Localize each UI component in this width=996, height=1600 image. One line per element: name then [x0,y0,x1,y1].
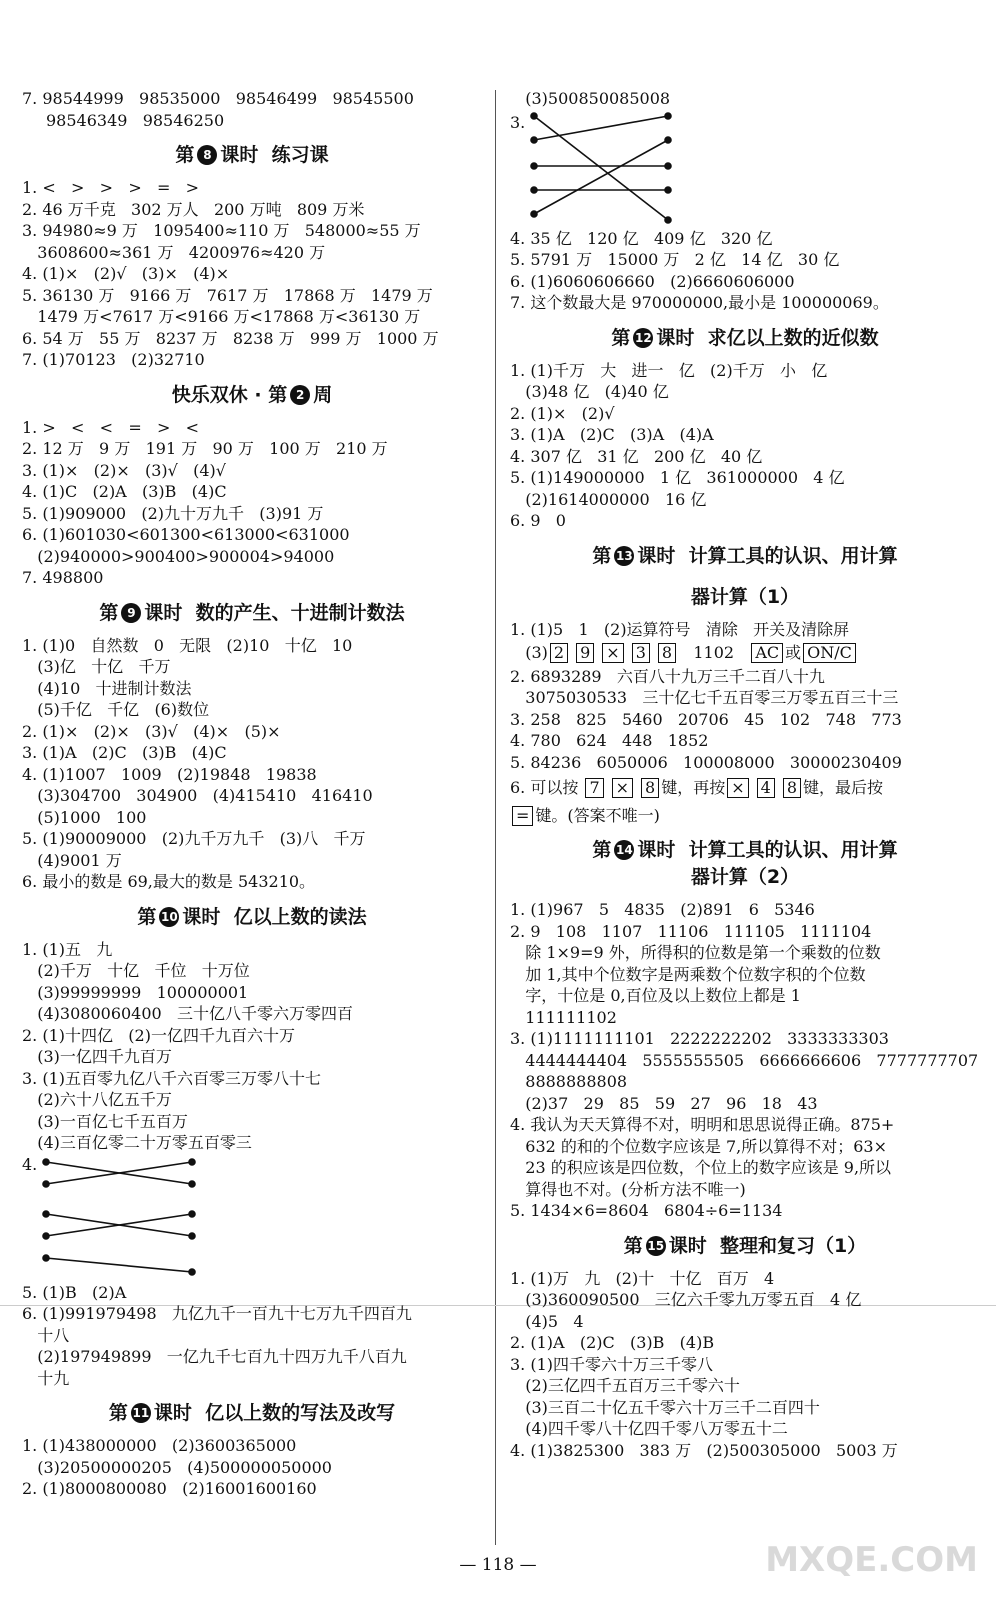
section-title-lesson-13 [510,541,980,568]
answer-line: 2. (1)× (2)√ [510,403,615,423]
answer-line: 5. (1)90009000 (2)九千万九千 (3)八 千万 [22,829,366,848]
page-number: — 118 — [459,1555,537,1575]
answer-line: 4. 307 亿 31 亿 200 亿 40 亿 [510,446,763,466]
answer-line: (3)99999999 100000001 [22,982,249,1002]
answer-line: 2. (1)8000800080 (2)16001600160 [22,1479,317,1498]
answer-block [510,360,980,532]
question-number: 3. [510,112,526,132]
answer-line: 7. 这个数最大是 970000000,最小是 100000069。 [510,293,889,312]
answer-line: 4. (1)C (2)A (3)B (4)C [22,482,227,501]
answer-line: 6. 9 0 [510,511,566,530]
section-title-lesson-13-line2: 器计算（1） [690,585,800,608]
answer-block [510,1268,980,1462]
answer-line: 7. 498800 [22,568,104,587]
calculator-key: × [612,778,633,798]
answer-line: (3)500850085008 [510,89,671,108]
answer-line: 111111102 [510,1007,617,1027]
answer-line: 5. (1)B (2)A [22,1282,127,1302]
answer-line: 3075030533 三十亿七千五百零三万零五百三十三 [510,688,899,707]
title-prefix: 第 [137,905,157,928]
text: (3) [510,643,548,662]
answer-line: 2. 9 108 1107 11106 111105 1111104 [510,921,872,941]
answer-line: (4)四千零八十亿四千零八万零五十二 [510,1419,788,1438]
column-divider [495,90,496,1545]
title-prefix: 第 [99,601,119,624]
answer-line: (2)1614000000 16 亿 [510,489,707,509]
answer-line: (3)48 亿 (4)40 亿 [510,382,669,401]
title-prefix: 第 [175,144,195,166]
answer-line: (4)10 十进制计数法 [22,678,192,698]
title-text: 课时 数的产生、十进制计数法 [144,601,405,624]
answer-line: 4444444404 5555555505 6666666606 7777777707 [510,1050,979,1070]
answer-line: 7. (1)70123 (2)32710 [22,350,205,369]
answer-line: 7. 98544999 98535000 98546499 98545500 [22,89,414,108]
answer-line: 4. (1)3825300 383 万 (2)500305000 5003 万 [510,1440,898,1460]
answer-line: 4. 780 624 448 1852 [510,731,709,750]
title-prefix: 第 [623,1234,643,1257]
matching-lines-svg [528,110,708,228]
title-text: 课时 整理和复习（1） [668,1234,867,1257]
answer-line: (4)5 4 [510,1311,584,1331]
answer-line: 加 1,其中个位数字是两乘数个位数字积的个位数 [510,964,866,984]
title-prefix: 第 [592,839,612,861]
answer-line: (2)197949899 一亿九千七百九十四万九千八百九 [22,1347,407,1366]
answer-block [22,1435,482,1500]
answer-block [22,939,482,1154]
answer-line: (4)三百亿零二十万零五百零三 [22,1133,252,1152]
answer-line: 1. > < < = > < [22,417,200,437]
title-text: 课时 求亿以上数的近似数 [656,326,879,349]
answer-line: (3)一百亿七千五百万 [22,1111,188,1131]
calculator-key: 4 [757,778,775,798]
answer-line: 5. 36130 万 9166 万 7617 万 17868 万 1479 万 [22,285,433,305]
answer-line: (3)亿 十亿 千万 [22,657,171,676]
answer-line: (2)千万 十亿 千位 十万位 [22,961,250,980]
answer-line: 3. (1)× (2)× (3)√ (4)√ [22,460,226,480]
answer-line: 6. 最小的数是 69,最大的数是 543210。 [22,872,316,891]
lesson-number-badge: 14 [614,840,634,860]
text: 键，最后按 [803,778,884,797]
right-column [510,88,980,1461]
lesson-number-badge: 15 [646,1236,666,1256]
equals-key: = [512,806,533,826]
text: 键，再按 [661,778,726,797]
on-c-key: ON/C [803,643,856,663]
title-text: 课时 计算工具的认识、用计算 [637,544,898,567]
answer-line: 3. (1)1111111101 2222222202 3333333303 [510,1029,889,1048]
answer-line: 5. (1)149000000 1 亿 361000000 4 亿 [510,468,845,487]
answer-line: (2)三亿四千五百万三千零六十 [510,1376,740,1395]
matching-lines-svg [42,1154,242,1282]
title-prefix: 快乐双休 · 第 [171,383,288,406]
answer-line: 6. (1)6060606660 (2)6660606000 [510,271,795,291]
calculator-keys [725,778,803,798]
answer-block [510,228,980,314]
answer-line: 5. 1434×6=8604 6804÷6=1134 [510,1201,783,1220]
answer-line: 98546349 98546250 [46,110,225,130]
answer-block [22,177,482,371]
answer-line: 1. (1)5 1 (2)运算符号 清除 开关及清除屏 [510,619,850,639]
answer-line: 2. 12 万 9 万 191 万 90 万 100 万 210 万 [22,439,388,458]
lesson-number-badge: 9 [121,603,141,623]
answer-line: 3608600≈361 万 4200976≈420 万 [22,242,326,262]
answer-line: (5)1000 100 [22,807,147,827]
question-number: 4. [22,1154,38,1174]
answer-line: 3. 94980≈9 万 1095400≈110 万 548000≈55 万 [22,221,421,240]
title-prefix: 第 [611,326,631,349]
answer-line: 4. (1)1007 1009 (2)19848 19838 [22,764,317,784]
title-text: 课时 计算工具的认识、用计算 [637,839,898,861]
text: 键。(答案不唯一) [535,805,660,825]
answer-line: 算得也不对。(分析方法不唯一) [510,1179,746,1199]
answer-line: 2. (1)× (2)× (3)√ (4)× (5)× [22,721,281,741]
watermark: MXQE.COM [765,1540,978,1580]
calculator-key: 9 [576,643,594,663]
answer-line: (3)一亿四千九百万 [22,1047,172,1066]
answer-block [510,666,980,774]
answer-line: 8888888808 [510,1072,628,1091]
calculator-key: 8 [641,778,659,798]
answer-line: (3)360090500 三亿六千零九万零五百 4 亿 [510,1290,862,1309]
section-title-lesson-9 [22,598,482,625]
answer-line: 4. 35 亿 120 亿 409 亿 320 亿 [510,228,773,248]
text: 1102 [693,643,735,662]
answer-line: (3)20500000205 (4)500000050000 [22,1457,332,1477]
answer-line: (3)304700 304900 (4)415410 416410 [22,786,373,805]
answer-line: 1479 万<7617 万<9166 万<17868 万<36130 万 [22,307,421,326]
answer-line: 23 的积应该是四位数，个位上的数字应该是 9,所以 [510,1158,892,1177]
answer-line-keys [510,777,980,799]
title-text: 课时 练习课 [220,144,329,166]
section-title-lesson-8 [22,140,482,167]
answer-line: 字，十位是 0,百位及以上数位上都是 1 [510,986,801,1005]
answer-line: 3. (1)四千零六十万三千零八 [510,1354,714,1374]
section-title-lesson-14-line2: 器计算（2） [690,866,800,888]
answer-line: 1. (1)967 5 4835 (2)891 6 5346 [510,900,815,919]
answer-line: 3. (1)A (2)C (3)A (4)A [510,425,714,444]
answer-block [22,635,482,893]
lesson-number-badge: 12 [633,328,653,348]
answer-line: 4. 我认为天天算得不对，明明和思思说得正确。875+ [510,1115,895,1134]
answer-line: 2. (1)十四亿 (2)一亿四千九百六十万 [22,1025,295,1045]
title-prefix: 第 [592,544,612,567]
section-title-lesson-15 [510,1231,980,1258]
section-title-lesson-12 [510,323,980,350]
answer-line: (4)9001 万 [22,850,122,870]
title-text: 课时 亿以上数的写法及改写 [153,1402,396,1424]
answer-line: (4)3080060400 三十亿八千零六万零四百 [22,1004,353,1023]
answer-block [22,1282,482,1390]
text: 或 [785,643,802,662]
answer-line: 3. (1)五百零九亿八千六百零三万零八十七 [22,1068,322,1088]
answer-line: 十九 [22,1368,70,1388]
calculator-key: 8 [658,643,676,663]
title-prefix: 第 [108,1402,128,1424]
calculator-key: × [727,778,748,798]
answer-line: 6. 54 万 55 万 8237 万 8238 万 999 万 1000 万 [22,328,439,348]
left-column [22,88,482,1500]
answer-line: 2. (1)A (2)C (3)B (4)B [510,1333,715,1352]
answer-line: 5. 5791 万 15000 万 2 亿 14 亿 30 亿 [510,250,840,269]
calculator-key: 7 [585,778,603,798]
answer-line-keys [510,642,980,664]
calculator-keys [548,643,678,663]
answer-line: 6. (1)601030<601300<613000<631000 [22,525,350,544]
answer-line: 2. 6893289 六百八十九万三千二百八十九 [510,666,825,686]
answer-block [22,417,482,589]
answer-line: (2)六十八亿五千万 [22,1090,172,1109]
lesson-number-badge: 8 [197,145,217,165]
answer-block [510,899,980,1222]
section-title-weekend-2 [22,380,482,407]
answer-line: 1. (1)万 九 (2)十 十亿 百万 4 [510,1268,775,1288]
answer-line: 3. (1)A (2)C (3)B (4)C [22,743,227,762]
lesson-number-badge: 10 [159,907,179,927]
matching-diagram [22,1154,482,1282]
calculator-key: 2 [550,643,568,663]
answer-line: 1. (1)0 自然数 0 无限 (2)10 十亿 10 [22,635,353,655]
section-title-lesson-10 [22,902,482,929]
week-number-badge: 2 [290,385,310,405]
title-text: 课时 亿以上数的读法 [182,905,367,928]
answer-line: 4. (1)× (2)√ (3)× (4)× [22,264,230,283]
text: 6. 可以按 [510,778,579,797]
answer-line: 除 1×9=9 外，所得积的位数是第一个乘数的位数 [510,943,881,962]
answer-line: 1. (1)千万 大 进一 亿 (2)千万 小 亿 [510,360,828,380]
answer-line: 2. 46 万千克 302 万人 200 万吨 809 万米 [22,199,365,219]
section-title-lesson-14 [510,835,980,862]
answer-line: 1. (1)五 九 [22,939,113,959]
lesson-number-badge: 11 [131,1403,151,1423]
calculator-key: × [602,643,623,663]
answer-line: (5)千亿 千亿 (6)数位 [22,700,210,719]
answer-line: 632 的和的个位数字应该是 7,所以算得不对；63× [510,1136,888,1156]
answer-line: 3. 258 825 5460 20706 45 102 748 773 [510,709,902,729]
calculator-key: 8 [783,778,801,798]
answer-line: 1. (1)438000000 (2)3600365000 [22,1436,297,1455]
answer-line: (3)三百二十亿五千零六十万三千二百四十 [510,1397,820,1417]
answer-line: (2)37 29 85 59 27 96 18 43 [510,1093,818,1113]
answer-line: 1. < > > > = > [22,178,200,197]
answer-line: (2)940000>900400>900004>94000 [22,546,335,566]
answer-line: 5. (1)909000 (2)九十万九千 (3)91 万 [22,503,324,523]
answer-line: 6. (1)991979498 九亿九千一百九十七万九千四百九 [22,1304,412,1323]
section-title-lesson-11 [22,1398,482,1425]
answer-line-keys [510,805,980,827]
calculator-key: 3 [632,643,650,663]
title-text: 周 [313,383,333,406]
answer-line: 5. 84236 6050006 100008000 30000230409 [510,752,902,772]
lesson-number-badge: 13 [614,546,634,566]
ac-key: AC [751,643,783,663]
matching-diagram [510,110,980,228]
answer-line: 十八 [22,1325,70,1345]
calculator-keys [583,778,661,798]
